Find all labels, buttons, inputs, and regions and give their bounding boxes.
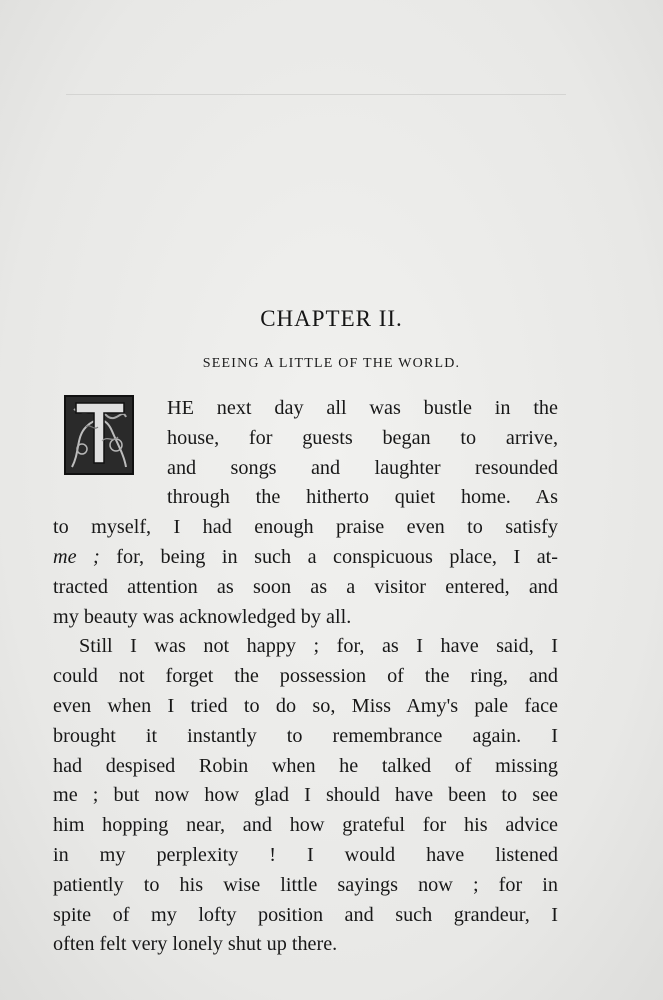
chapter-title: CHAPTER II. [260, 306, 403, 331]
text-line [53, 543, 558, 573]
text-fragment: for, being in such a conspicuous place, I at- [99, 545, 558, 568]
text-line: could not forget the possession of the ring, and [53, 665, 558, 688]
text-line: and songs and laughter resounded [167, 456, 558, 479]
text-line: me ; but now how glad I should have been to see [53, 784, 558, 807]
emphasis-text: me ; [53, 545, 100, 568]
text-line: HE next day all was bustle in the [167, 397, 558, 419]
text-line: him hopping near, and how grateful for his advice [53, 814, 558, 837]
body-text [53, 394, 558, 960]
text-line: often felt very lonely shut up there. [53, 933, 338, 956]
text-line: tracted attention as soon as a visitor entered, and [53, 575, 558, 598]
text-line: Still I was not happy ; for, as I have said, I [79, 635, 558, 658]
text-line: my beauty was acknowledged by all. [53, 605, 352, 628]
text-line: spite of my lofty position and such grandeur, I [53, 903, 558, 926]
text-line: even when I tried to do so, Miss Amy's pale face [53, 694, 558, 717]
text-line: brought it instantly to remembrance again. I [53, 724, 558, 747]
text-line: patiently to his wise little sayings now ; for in [53, 873, 558, 896]
text-line: house, for guests began to arrive, [167, 426, 558, 449]
text-line: through the hitherto quiet home. As [167, 486, 558, 509]
chapter-subtitle: SEEING A LITTLE OF THE WORLD. [202, 356, 461, 371]
text-line: had despised Robin when he talked of missing [53, 754, 558, 777]
text-line: to myself, I had enough praise even to satisfy [53, 516, 558, 539]
text-line: in my perplexity ! I would have listened [53, 843, 558, 866]
show-through-rule [66, 94, 566, 95]
